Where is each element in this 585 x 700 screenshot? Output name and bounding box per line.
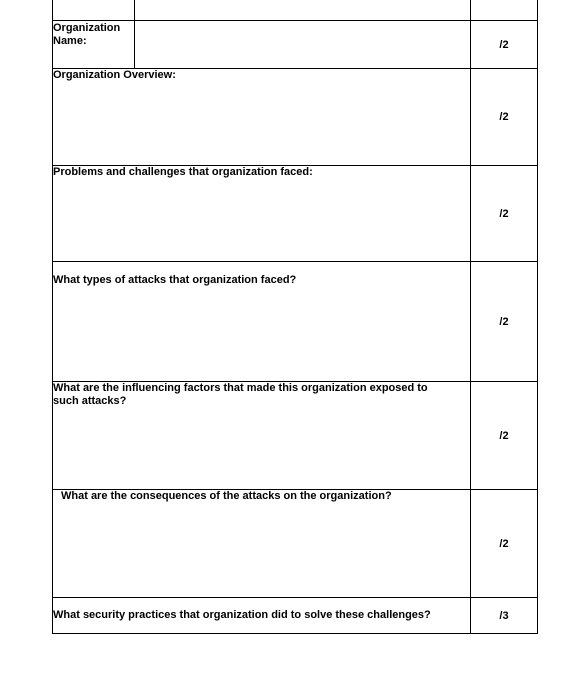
organization-name-field[interactable] <box>135 21 471 69</box>
organization-overview-score: /2 <box>471 69 538 166</box>
top-middle-cell[interactable] <box>135 0 471 21</box>
form-row-attack-types <box>53 262 538 382</box>
influencing-factors-label[interactable]: What are the influencing factors that made this organization exposed to such attacks? <box>53 382 471 490</box>
security-practices-label[interactable]: What security practices that organization did to solve these challenges? <box>53 598 471 634</box>
organization-overview-label[interactable]: Organization Overview: <box>53 69 471 166</box>
security-practices-score: /3 <box>471 598 538 634</box>
top-score-cell <box>471 0 538 21</box>
consequences-score: /2 <box>471 490 538 598</box>
form-row-organization-name <box>53 21 538 69</box>
problems-challenges-score: /2 <box>471 166 538 262</box>
influencing-factors-score: /2 <box>471 382 538 490</box>
problems-challenges-label[interactable]: Problems and challenges that organization faced: <box>53 166 471 262</box>
organization-name-label: Organization Name: <box>53 21 135 69</box>
form-row-influencing-factors <box>53 382 538 490</box>
form-row-consequences <box>53 490 538 598</box>
form-row-security-practices <box>53 598 538 634</box>
form-row-organization-overview <box>53 69 538 166</box>
top-left-cell <box>53 0 135 21</box>
organization-name-score: /2 <box>471 21 538 69</box>
consequences-label[interactable]: What are the consequences of the attacks on the organization? <box>53 490 471 598</box>
form-row-top-partial <box>53 0 538 21</box>
attack-types-label[interactable]: What types of attacks that organization faced? <box>53 262 471 382</box>
assessment-form-table <box>52 0 538 634</box>
attack-types-score: /2 <box>471 262 538 382</box>
form-row-problems-challenges <box>53 166 538 262</box>
